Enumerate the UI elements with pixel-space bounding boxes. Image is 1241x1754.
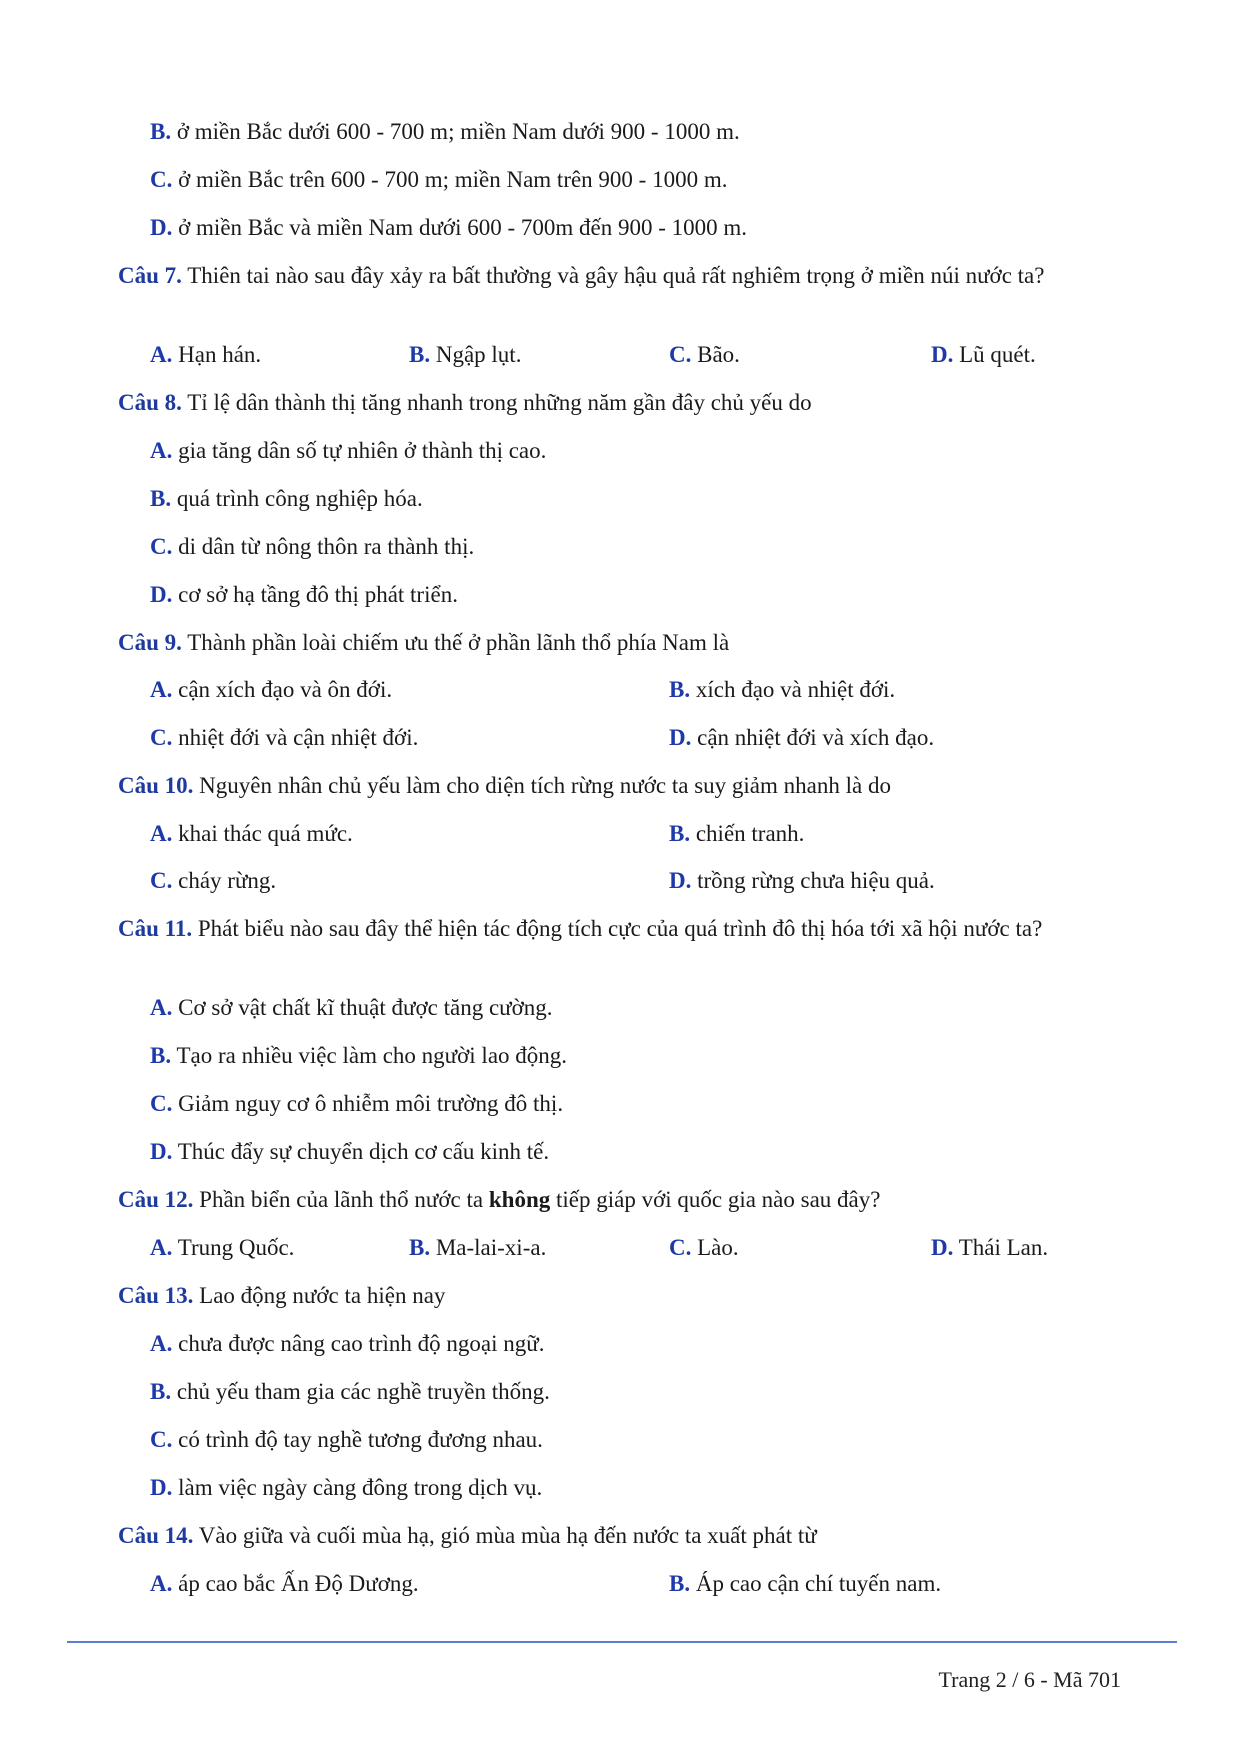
option-label: C. <box>150 1427 173 1452</box>
footer-divider <box>67 1641 1177 1643</box>
question-label: Câu 11. <box>118 916 193 941</box>
option-text: chiến tranh. <box>695 821 805 846</box>
option-text: di dân từ nông thôn ra thành thị. <box>178 534 475 559</box>
option-text: ở miền Bắc trên 600 - 700 m; miền Nam trên 900 - 1000 m. <box>178 167 728 192</box>
option-label: A. <box>150 1331 173 1356</box>
question-9 <box>118 627 1098 659</box>
option-label: B. <box>669 677 691 702</box>
option-label: A. <box>150 821 173 846</box>
option-text: chưa được nâng cao trình độ ngoại ngữ. <box>178 1331 545 1356</box>
option-label: D. <box>669 725 692 750</box>
option-label: D. <box>150 215 173 240</box>
option-text: Cơ sở vật chất kĩ thuật được tăng cường. <box>178 995 553 1020</box>
q12-option-b <box>409 1232 546 1264</box>
option-label: B. <box>150 1379 172 1404</box>
q11-option-d <box>150 1136 549 1168</box>
q7-option-a <box>150 339 261 371</box>
option-label: C. <box>150 1091 173 1116</box>
option-text: Hạn hán. <box>178 342 262 367</box>
q10-option-a <box>150 818 353 850</box>
option-text: Trung Quốc. <box>177 1235 295 1260</box>
question-text-emphasis: không <box>488 1187 551 1212</box>
option-label: A. <box>150 995 173 1020</box>
question-text: Thiên tai nào sau đây xảy ra bất thường và gây hậu quả rất nghiêm trọng ở miền núi nước ta? <box>187 263 1045 288</box>
option-label: B. <box>409 342 431 367</box>
option-text: trồng rừng chưa hiệu quả. <box>697 868 935 893</box>
option-text: ở miền Bắc dưới 600 - 700 m; miền Nam dưới 900 - 1000 m. <box>176 119 740 144</box>
q9-option-b <box>669 674 895 706</box>
option-label: A. <box>150 438 173 463</box>
q11-option-a <box>150 992 553 1024</box>
q8-option-b <box>150 483 423 515</box>
q6-option-d <box>150 212 747 244</box>
q14-option-a <box>150 1568 419 1600</box>
option-label: D. <box>931 1235 954 1260</box>
q8-option-c <box>150 531 474 563</box>
question-text: Thành phần loài chiếm ưu thế ở phần lãnh thổ phía Nam là <box>187 630 730 655</box>
question-text: Nguyên nhân chủ yếu làm cho diện tích rừng nước ta suy giảm nhanh là do <box>199 773 891 798</box>
option-label: B. <box>669 1571 691 1596</box>
q6-option-c <box>150 164 728 196</box>
question-text-before: Phần biển của lãnh thổ nước ta <box>199 1187 489 1212</box>
q14-option-b <box>669 1568 941 1600</box>
page-number: Trang 2 / 6 - Mã 701 <box>938 1667 1121 1692</box>
option-text: xích đạo và nhiệt đới. <box>695 677 896 702</box>
q11-option-b <box>150 1040 567 1072</box>
option-label: B. <box>150 119 172 144</box>
q9-option-a <box>150 674 392 706</box>
question-label: Câu 10. <box>118 773 194 798</box>
option-text: khai thác quá mức. <box>178 821 353 846</box>
q12-option-d <box>931 1232 1048 1264</box>
option-label: B. <box>150 1043 172 1068</box>
q8-option-d <box>150 579 458 611</box>
option-text: gia tăng dân số tự nhiên ở thành thị cao. <box>178 438 547 463</box>
option-label: D. <box>150 1139 173 1164</box>
q13-option-a <box>150 1328 544 1360</box>
question-8 <box>118 387 1098 419</box>
option-text: Giảm nguy cơ ô nhiễm môi trường đô thị. <box>178 1091 564 1116</box>
option-text: Tạo ra nhiều việc làm cho người lao động. <box>176 1043 568 1068</box>
option-label: D. <box>931 342 954 367</box>
option-label: B. <box>150 486 172 511</box>
q13-option-b <box>150 1376 550 1408</box>
q9-option-c <box>150 722 418 754</box>
question-text: Phát biểu nào sau đây thể hiện tác động tích cực của quá trình đô thị hóa tới xã hội nước ta? <box>197 916 1043 941</box>
option-label: C. <box>150 534 173 559</box>
q10-option-d <box>669 865 935 897</box>
question-text-after: tiếp giáp với quốc gia nào sau đây? <box>550 1187 881 1212</box>
option-label: D. <box>669 868 692 893</box>
q12-option-a <box>150 1232 294 1264</box>
q7-option-c <box>669 339 740 371</box>
option-text: làm việc ngày càng đông trong dịch vụ. <box>178 1475 543 1500</box>
option-text: Thái Lan. <box>958 1235 1049 1260</box>
option-label: D. <box>150 1475 173 1500</box>
option-text: nhiệt đới và cận nhiệt đới. <box>178 725 419 750</box>
q12-option-c <box>669 1232 739 1264</box>
question-11 <box>118 913 1098 945</box>
option-text: Lũ quét. <box>959 342 1036 367</box>
option-text: áp cao bắc Ấn Độ Dương. <box>178 1571 419 1596</box>
q7-option-b <box>409 339 521 371</box>
q10-option-c <box>150 865 276 897</box>
question-text: Lao động nước ta hiện nay <box>199 1283 446 1308</box>
q11-option-c <box>150 1088 563 1120</box>
option-text: Thúc đẩy sự chuyển dịch cơ cấu kinh tế. <box>177 1139 550 1164</box>
q10-option-b <box>669 818 804 850</box>
option-text: cận nhiệt đới và xích đạo. <box>697 725 935 750</box>
question-12 <box>118 1184 1098 1216</box>
question-label: Câu 13. <box>118 1283 194 1308</box>
option-label: D. <box>150 582 173 607</box>
question-label: Câu 12. <box>118 1187 194 1212</box>
option-text: chủ yếu tham gia các nghề truyền thống. <box>176 1379 550 1404</box>
option-label: A. <box>150 342 173 367</box>
question-text: Vào giữa và cuối mùa hạ, gió mùa mùa hạ đến nước ta xuất phát từ <box>198 1523 817 1548</box>
q9-option-d <box>669 722 934 754</box>
option-label: A. <box>150 677 173 702</box>
q7-option-d <box>931 339 1036 371</box>
question-text: Tỉ lệ dân thành thị tăng nhanh trong những năm gần đây chủ yếu do <box>187 390 812 415</box>
option-text: Bão. <box>697 342 740 367</box>
option-text: Ngập lụt. <box>435 342 522 367</box>
question-10 <box>118 770 1098 802</box>
question-label: Câu 14. <box>118 1523 194 1548</box>
question-label: Câu 8. <box>118 390 182 415</box>
option-label: B. <box>409 1235 431 1260</box>
question-label: Câu 7. <box>118 263 182 288</box>
q13-option-d <box>150 1472 542 1504</box>
question-14 <box>118 1520 1098 1552</box>
question-7 <box>118 260 1098 292</box>
question-label: Câu 9. <box>118 630 182 655</box>
question-13 <box>118 1280 1098 1312</box>
option-label: B. <box>669 821 691 846</box>
option-text: Áp cao cận chí tuyến nam. <box>695 1571 942 1596</box>
option-text: Ma-lai-xi-a. <box>435 1235 547 1260</box>
option-label: A. <box>150 1235 173 1260</box>
option-text: quá trình công nghiệp hóa. <box>176 486 423 511</box>
option-label: C. <box>150 868 173 893</box>
option-text: có trình độ tay nghề tương đương nhau. <box>178 1427 543 1452</box>
option-label: C. <box>150 167 173 192</box>
option-text: Lào. <box>697 1235 739 1260</box>
option-text: cận xích đạo và ôn đới. <box>178 677 393 702</box>
option-label: C. <box>150 725 173 750</box>
option-label: C. <box>669 342 692 367</box>
option-label: A. <box>150 1571 173 1596</box>
q8-option-a <box>150 435 546 467</box>
q6-option-b <box>150 116 740 148</box>
q13-option-c <box>150 1424 543 1456</box>
option-text: cơ sở hạ tầng đô thị phát triển. <box>178 582 458 607</box>
option-label: C. <box>669 1235 692 1260</box>
option-text: cháy rừng. <box>178 868 277 893</box>
option-text: ở miền Bắc và miền Nam dưới 600 - 700m đến 900 - 1000 m. <box>178 215 748 240</box>
